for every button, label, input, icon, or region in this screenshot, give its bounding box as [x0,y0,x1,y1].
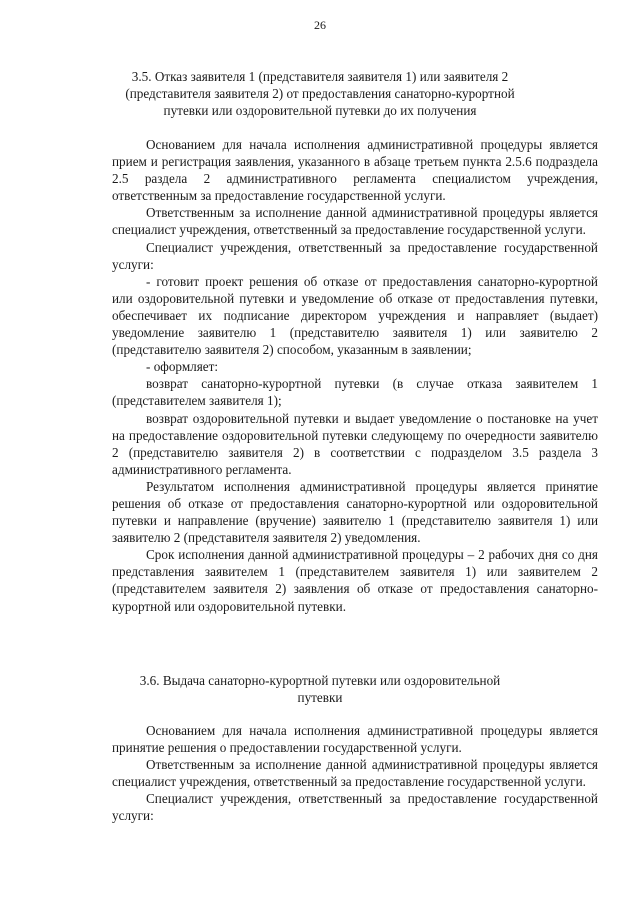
heading-line: путевки или оздоровительной путевки до их получения [163,103,477,118]
heading-line: 3.6. Выдача санаторно-курортной путевки или оздоровительной [139,673,501,688]
paragraph: Ответственным за исполнение данной административной процедуры является специалист учреждения, ответственный за предоставление государственной услуги. [112,205,598,238]
paragraph: возврат санаторно-курортной путевки (в случае отказа заявителем 1 (представителем заявителя 1); [112,376,598,409]
heading-line: (представителя заявителя 2) от предоставления санаторно-курортной [125,86,515,101]
paragraph: Результатом исполнения административной процедуры является принятие решения об отказе от предоставления санаторно-курортной или оздоровительной путевки и направление (вручение) заявителю 1 (представителю заявителя 1) или заявителю 2 (представителя заявителя 2) уведомления. [112,478,598,546]
page-number: 26 [314,18,326,32]
paragraph: Специалист учреждения, ответственный за предоставление государственной услуги: [112,239,598,272]
section-3-5-heading [0,68,640,119]
paragraph: Ответственным за исполнение данной административной процедуры является специалист учреждения, ответственный за предоставление государственной услуги. [112,757,598,790]
paragraph: Специалист учреждения, ответственный за предоставление государственной услуги: [112,791,598,824]
section-3-6-body [112,722,598,825]
heading-line: путевки [297,690,343,705]
section-3-5-body [112,136,598,615]
paragraph: Срок исполнения данной административной процедуры – 2 рабочих дня со дня представления заявителем 1 (представителем заявителя 1) или заявителем 2 (представителем заявителя 2) заявления об отказе от предоставления санаторно-курортной или оздоровительной путевки. [112,547,598,614]
heading-line: 3.5. Отказ заявителя 1 (представителя заявителя 1) или заявителя 2 [131,69,509,84]
paragraph: возврат оздоровительной путевки и выдает уведомление о постановке на учет на предоставление оздоровительной путевки следующему по очередности заявителю 2 (представителю заявителя 2) в соответствии с подразделом 3.5 раздела 3 административного регламента. [112,410,598,477]
paragraph: - оформляет: [146,359,219,375]
paragraph: Основанием для начала исполнения административной процедуры является принятие решения о предоставлении государственной услуги. [112,723,598,756]
section-3-6-heading [0,672,640,706]
paragraph: Основанием для начала исполнения административной процедуры является прием и регистрация заявления, указанного в абзаце третьем пункта 2.5.6 подраздела 2.5 раздела 2 административного регламента специалистом учреждения, ответственным за предоставление государственной услуги. [112,137,598,204]
paragraph: - готовит проект решения об отказе от предоставления санаторно-курортной или оздоровительной путевки и уведомление об отказе от предоставления путевки, обеспечивает их подписание директором учреждения и направляет (выдает) уведомление заявителю 1 (представителю заявителя 1) или заявителю 2 (представителю заявителя 2) способом, указанным в заявлении; [112,273,598,358]
